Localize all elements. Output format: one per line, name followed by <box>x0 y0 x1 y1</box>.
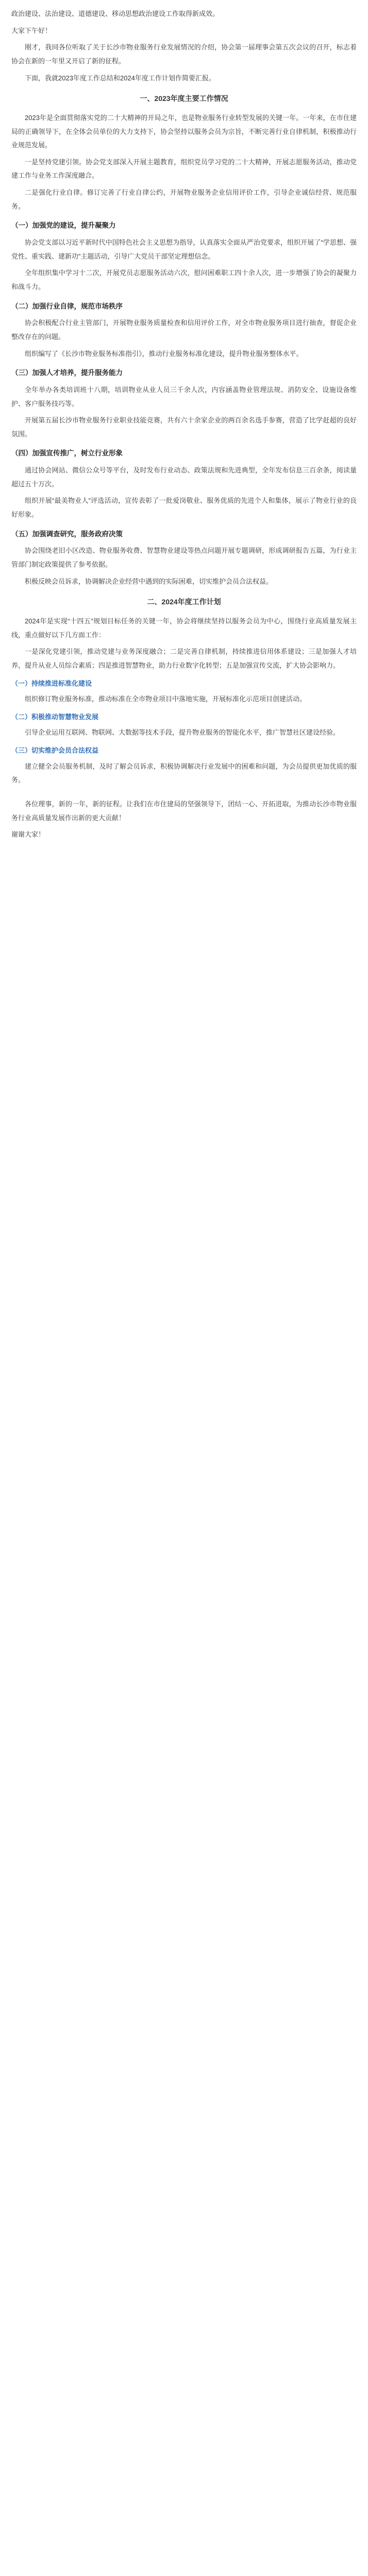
paragraph: 协会围绕老旧小区改造、物业服务收费、智慧物业建设等热点问题开展专题调研，形成调研报告五篇，为行业主管部门制定政策提供了参考依据。 <box>11 547 357 568</box>
paragraph: 建立健全会员服务机制，及时了解会员诉求，积极协调解决行业发展中的困难和问题，为会员提供更加优质的服务。 <box>11 762 357 784</box>
paragraph: 二是强化行业自律。修订完善了行业自律公约，开展物业服务企业信用评价工作，引导企业诚信经营、规范服务。 <box>11 189 357 210</box>
paragraph: 组织开展“最美物业人”评选活动，宣传表彰了一批爱岗敬业、服务优质的先进个人和集体，展示了物业行业的良好形象。 <box>11 497 357 519</box>
paragraph: 协会党支部以习近平新时代中国特色社会主义思想为指导，认真落实全面从严治党要求，组织开展了“学思想、强党性、重实践、建新功”主题活动，引导广大党员干部坚定理想信念。 <box>11 239 357 260</box>
subheading: （三）切实维护会员合法权益 <box>11 747 99 755</box>
paragraph: 一是深化党建引领，推动党建与业务深度融合；二是完善自律机制，持续推进信用体系建设；三是加强人才培养，提升从业人员综合素质；四是推进智慧物业，助力行业数字化转型；五是加强宣传交流，扩大协会影响力。 <box>11 648 357 669</box>
paragraph: 各位理事，新的一年，新的征程。让我们在市住建局的坚强领导下，团结一心、开拓进取，为推动长沙市物业服务行业高质量发展作出新的更大贡献！ <box>11 800 357 822</box>
paragraph: 积极反映会员诉求，协调解决企业经营中遇到的实际困难，切实维护会员合法权益。 <box>25 577 273 585</box>
subheading: （一）持续推进标准化建设 <box>11 679 92 687</box>
greeting: 大家下午好！ <box>11 26 52 35</box>
intro-line: 政治建设、法治建设、道德建设、移动思想政治建设工作取得新成效。 <box>11 10 220 18</box>
paragraph: 通过协会网站、微信公众号等平台，及时发布行业动态、政策法规和先进典型，全年发布信息三百余条，阅读量超过五十万次。 <box>11 466 357 488</box>
paragraph: 组织编写了《长沙市物业服务标准指引》，推动行业服务标准化建设，提升物业服务整体水平。 <box>25 349 303 358</box>
subheading: （二）加强行业自律，规范市场秩序 <box>11 302 123 310</box>
paragraph: 组织修订物业服务标准，推动标准在全市物业项目中落地实施，开展标准化示范项目创建活动。 <box>25 695 307 703</box>
closing-thanks: 谢谢大家！ <box>11 831 45 839</box>
paragraph: 开展第五届长沙市物业服务行业职业技能竞赛，共有六十余家企业的两百余名选手参赛，营造了比学赶超的良好氛围。 <box>11 416 357 438</box>
paragraph: 刚才，我同各位听取了关于长沙市物业服务行业发展情况的介绍，协会第一届理事会第五次会议的召开，标志着协会在新的一年里又开启了新的征程。 <box>11 43 357 65</box>
paragraph: 一是坚持党建引领。协会党支部深入开展主题教育，组织党员学习党的二十大精神，开展志愿服务活动，推动党建工作与业务工作深度融合。 <box>11 158 357 180</box>
subheading: （一）加强党的建设，提升凝聚力 <box>11 222 116 230</box>
subheading: （二）积极推动智慧物业发展 <box>11 713 99 721</box>
paragraph: 2023年是全面贯彻落实党的二十大精神的开局之年，也是物业服务行业转型发展的关键一年。一年来，在市住建局的正确领导下，在全体会员单位的大力支持下，协会坚持以服务会员为宗旨，不断完善行业自律机制，积极推动行业规范发展。 <box>11 113 357 149</box>
article-body <box>0 0 368 842</box>
subheading: （四）加强宣传推广，树立行业形象 <box>11 449 123 457</box>
paragraph: 引导企业运用互联网、物联网、大数据等技术手段，提升物业服务的智能化水平，推广智慧社区建设经验。 <box>25 728 340 737</box>
paragraph: 下面，我就2023年度工作总结和2024年度工作计划作简要汇报。 <box>25 74 215 82</box>
section-heading: 二、2024年度工作计划 <box>147 598 221 606</box>
paragraph: 2024年是实现“十四五”规划目标任务的关键一年，协会将继续坚持以服务会员为中心，围绕行业高质量发展主线，重点做好以下几方面工作： <box>11 617 357 639</box>
paragraph: 全年组织集中学习十二次，开展党员志愿服务活动六次，慰问困难职工四十余人次，进一步增强了协会的凝聚力和战斗力。 <box>11 269 357 291</box>
section-heading: 一、2023年度主要工作情况 <box>140 94 228 103</box>
paragraph: 全年举办各类培训班十八期，培训物业从业人员三千余人次，内容涵盖物业管理法规、消防安全、设施设备维护、客户服务技巧等。 <box>11 385 357 408</box>
subheading: （五）加强调查研究，服务政府决策 <box>11 530 123 538</box>
paragraph: 协会积极配合行业主管部门，开展物业服务质量检查和信用评价工作，对全市物业服务项目进行抽查，督促企业整改存在的问题。 <box>11 319 357 341</box>
subheading: （三）加强人才培养，提升服务能力 <box>11 369 123 377</box>
